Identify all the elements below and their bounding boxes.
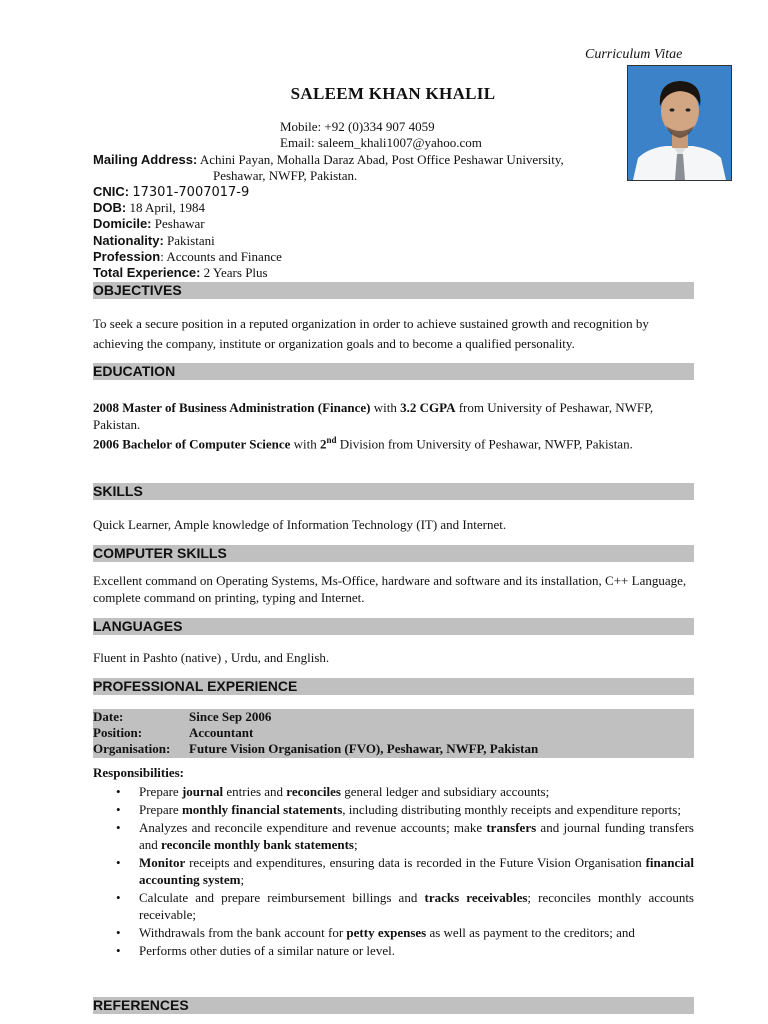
education-entry-1 [93,399,694,433]
nationality-row [93,233,215,249]
education-entry-2 [93,432,694,452]
bullet-icon: • [116,784,121,799]
bullet-icon: • [116,802,121,817]
responsibilities-title: Responsibilities: [93,765,185,780]
list-item [93,889,694,923]
education-with-1: with [370,400,401,415]
cnic-row [93,184,249,201]
cv-label: Curriculum Vitae [585,47,683,62]
exp-date: Since Sep 2006 [189,709,272,724]
resp-text: Analyzes and reconcile expenditure and revenue accounts; make [139,820,487,835]
section-education: EDUCATION [93,363,694,380]
cnic-value: 17301-7007017-9 [132,185,250,200]
objectives-text: To seek a secure position in a reputed organization in order to achieve sustained growth and recognition by achieving the company, institute or organization goals and to become a qualified personality. [93,316,649,351]
domicile-row [93,216,205,232]
list-item [93,854,694,888]
mailing-line2: Peshawar, NWFP, Pakistan. [213,168,358,183]
education-degree-1: 2008 Master of Business Administration (Finance) [93,400,371,415]
resp-text: receipts and expenditures, ensuring data is recorded in the Future Vision Organisation [185,855,646,870]
dob-row [93,200,205,216]
section-experience: PROFESSIONAL EXPERIENCE [93,678,694,695]
exp-org: Future Vision Organisation (FVO), Peshawar, NWFP, Pakistan [189,741,539,756]
languages-text: Fluent in Pashto (native) , Urdu, and English. [93,650,330,665]
resp-text: Prepare [139,802,182,817]
resp-text: Withdrawals from the bank account for [139,925,347,940]
list-item [93,924,694,941]
profession-value: : Accounts and Finance [160,249,282,264]
resp-text: and journal funding transfers and [139,820,694,852]
exp-position: Accountant [189,725,254,740]
applicant-name: SALEEM KHAN KHALIL [290,84,496,103]
profession-label: Profession [93,249,161,264]
cnic-label: CNIC: [93,184,130,199]
resp-bold: Monitor [139,855,186,870]
skills-text: Quick Learner, Ample knowledge of Information Technology (IT) and Internet. [93,517,507,532]
education-cgpa: 3.2 CGPA [400,400,456,415]
mailing-line1: Achini Payan, Mohalla Daraz Abad, Post Office Peshawar University, [199,152,564,167]
section-languages: LANGUAGES [93,618,694,635]
domicile-value: Peshawar [154,216,205,231]
list-item [93,819,694,853]
education-degree-2: 2006 Bachelor of Computer Science [93,436,291,452]
resp-bold: reconcile monthly bank statements [161,837,354,852]
nationality-value: Pakistani [167,233,215,248]
list-item [93,801,694,818]
bullet-icon: • [116,943,121,958]
profession-row [93,249,282,265]
education-division-suffix: nd [326,435,337,445]
experience-row [93,265,268,281]
mailing-label: Mailing Address: [93,152,198,167]
education-rest-2: Division from University of Peshawar, NWFP, Pakistan. [336,436,633,452]
resp-bold: financial accounting system [139,855,694,887]
education-division: 2 [320,436,327,452]
resp-bold: petty expenses [346,925,427,940]
contact-block [280,119,482,151]
resp-bold: tracks receivables [424,890,528,905]
education-with-2: with [290,436,321,452]
mobile: Mobile: +92 (0)334 907 4059 [280,119,435,134]
bullet-icon: • [116,855,121,870]
resp-text: ; [240,872,245,887]
resp-text: Performs other duties of a similar nature or level. [139,943,395,958]
computer-skills-text: Excellent command on Operating Systems, Ms-Office, hardware and software and its installation, C++ Language, complete command on printing, typing and Internet. [93,573,687,605]
domicile-label: Domicile: [93,216,152,231]
resp-text: ; reconciles monthly accounts receivable; [139,890,694,922]
section-computer-skills: COMPUTER SKILLS [93,545,694,562]
list-item [93,942,694,959]
experience-label: Total Experience: [93,265,201,280]
list-item [93,783,694,800]
resp-text: Calculate and prepare reimbursement billings and [139,890,425,905]
exp-position-label: Position: [93,725,143,740]
exp-org-label: Organisation: [93,741,171,756]
resp-text: general ledger and subsidiary accounts; [340,784,550,799]
bullet-icon: • [116,820,121,835]
section-objectives: OBJECTIVES [93,282,694,299]
dob-label: DOB: [93,200,127,215]
bullet-icon: • [116,925,121,940]
experience-value: 2 Years Plus [203,265,268,280]
resp-text: ; [353,837,358,852]
resp-bold: transfers [486,820,537,835]
profile-photo [627,65,732,181]
resp-bold: journal [181,784,224,799]
responsibilities-list [93,783,694,960]
nationality-label: Nationality: [93,233,164,248]
resp-text: entries and [223,784,287,799]
resp-bold: monthly financial statements [181,802,343,817]
section-references: REFERENCES [93,997,694,1014]
section-skills: SKILLS [93,483,694,500]
email: Email: saleem_khali1007@yahoo.com [280,135,482,150]
resp-text: as well as payment to the creditors; and [426,925,635,940]
education-rest-1: from University of Peshawar, NWFP, Pakistan. [93,400,654,432]
mailing-address [93,152,564,168]
resp-text: , including distributing monthly receipts and expenditure reports; [342,802,681,817]
dob-value: 18 April, 1984 [129,200,205,215]
bullet-icon: • [116,890,121,905]
resp-bold: reconciles [286,784,341,799]
exp-date-label: Date: [93,709,124,724]
resp-text: Prepare [139,784,182,799]
